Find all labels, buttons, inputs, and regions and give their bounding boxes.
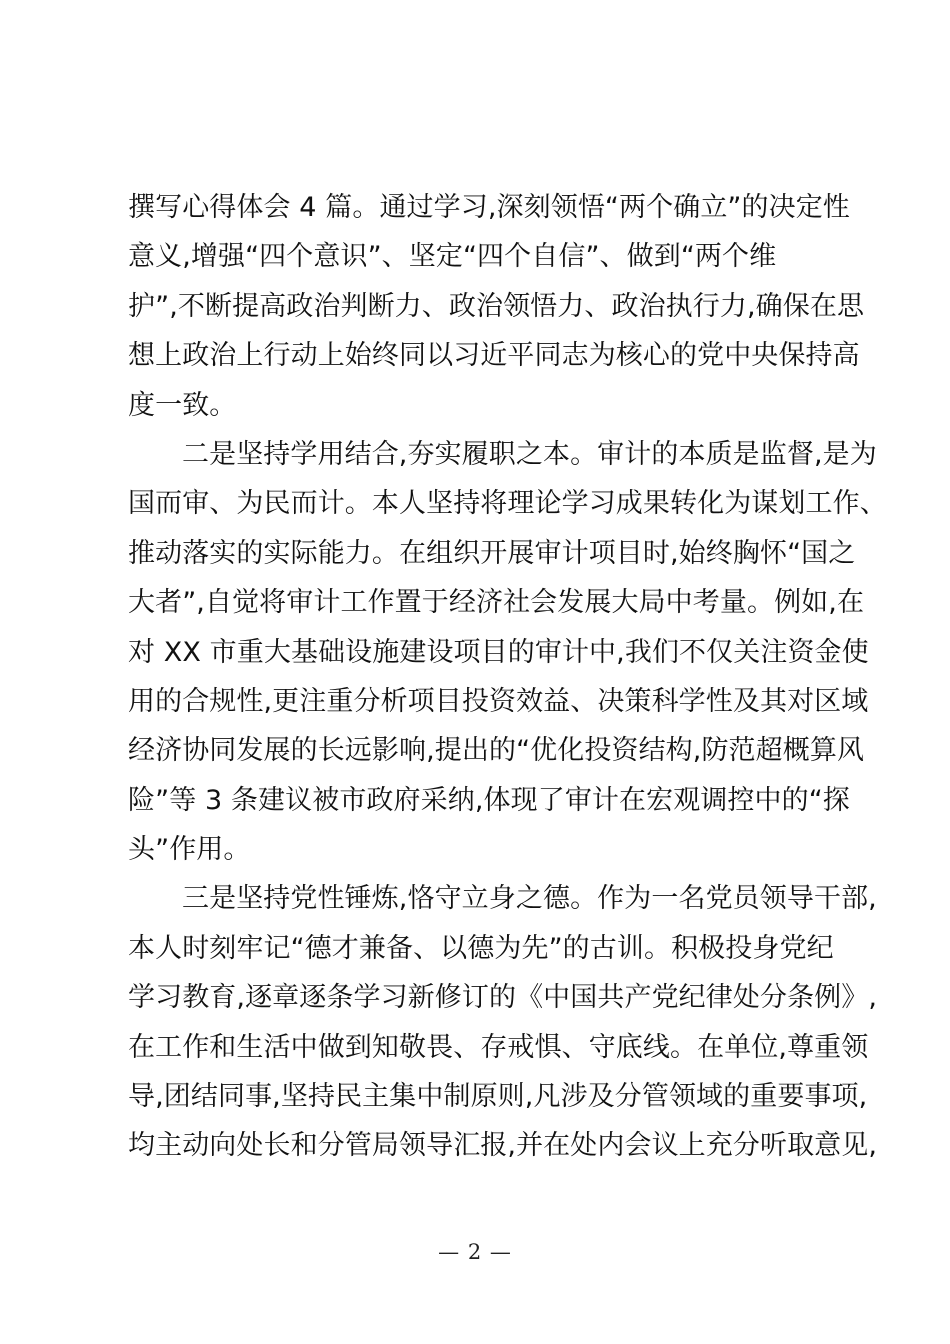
- text-line: 均主动向处长和分管局领导汇报,并在处内会议上充分听取意见,: [128, 1130, 878, 1162]
- text-line: 撰写心得体会 4 篇。通过学习,深刻领悟“两个确立”的决定性: [128, 192, 850, 223]
- text-line: 导,团结同事,坚持民主集中制原则,凡涉及分管领域的重要事项,: [128, 1081, 868, 1113]
- text-line: 本人时刻牢记“德才兼备、以德为先”的古训。积极投身党纪: [128, 932, 834, 964]
- text-line: 推动落实的实际能力。在组织开展审计项目时,始终胸怀“国之: [128, 537, 856, 569]
- text-line: 经济协同发展的长远影响,提出的“优化投资结构,防范超概算风: [128, 735, 865, 767]
- text-line: 度一致。: [128, 389, 237, 421]
- text-line: 护”,不断提高政治判断力、政治领悟力、政治执行力,确保在思: [128, 290, 865, 322]
- text-line: 学习教育,逐章逐条学习新修订的《中国共产党纪律处分条例》,: [128, 982, 878, 1014]
- text-line: 意义,增强“四个意识”、坚定“四个自信”、做到“两个维: [128, 241, 777, 273]
- text-line: 想上政治上行动上始终同以习近平同志为核心的党中央保持高: [128, 340, 860, 372]
- text-line: 大者”,自觉将审计工作置于经济社会发展大局中考量。例如,在: [128, 587, 865, 619]
- text-line: 对 XX 市重大基础设施建设项目的审计中,我们不仅关注资金使: [128, 636, 869, 668]
- text-line: 用的合规性,更注重分析项目投资效益、决策科学性及其对区域: [128, 685, 869, 717]
- body-text: [128, 183, 887, 1171]
- text-line: 险”等 3 条建议被市政府采纳,体现了审计在宏观调控中的“探: [128, 784, 850, 816]
- text-line: 国而审、为民而计。本人坚持将理论学习成果转化为谋划工作、: [128, 488, 887, 520]
- text-line: 头”作用。: [128, 834, 251, 866]
- page-number: — 2 —: [438, 1240, 512, 1264]
- paragraph-start-line: 二是坚持学用结合,夯实履职之本。审计的本质是监督,是为: [182, 438, 877, 470]
- text-line: 在工作和生活中做到知敬畏、存戒惧、守底线。在单位,尊重领: [128, 1031, 869, 1063]
- paragraph-start-line: 三是坚持党性锤炼,恪守立身之德。作为一名党员领导干部,: [182, 883, 877, 915]
